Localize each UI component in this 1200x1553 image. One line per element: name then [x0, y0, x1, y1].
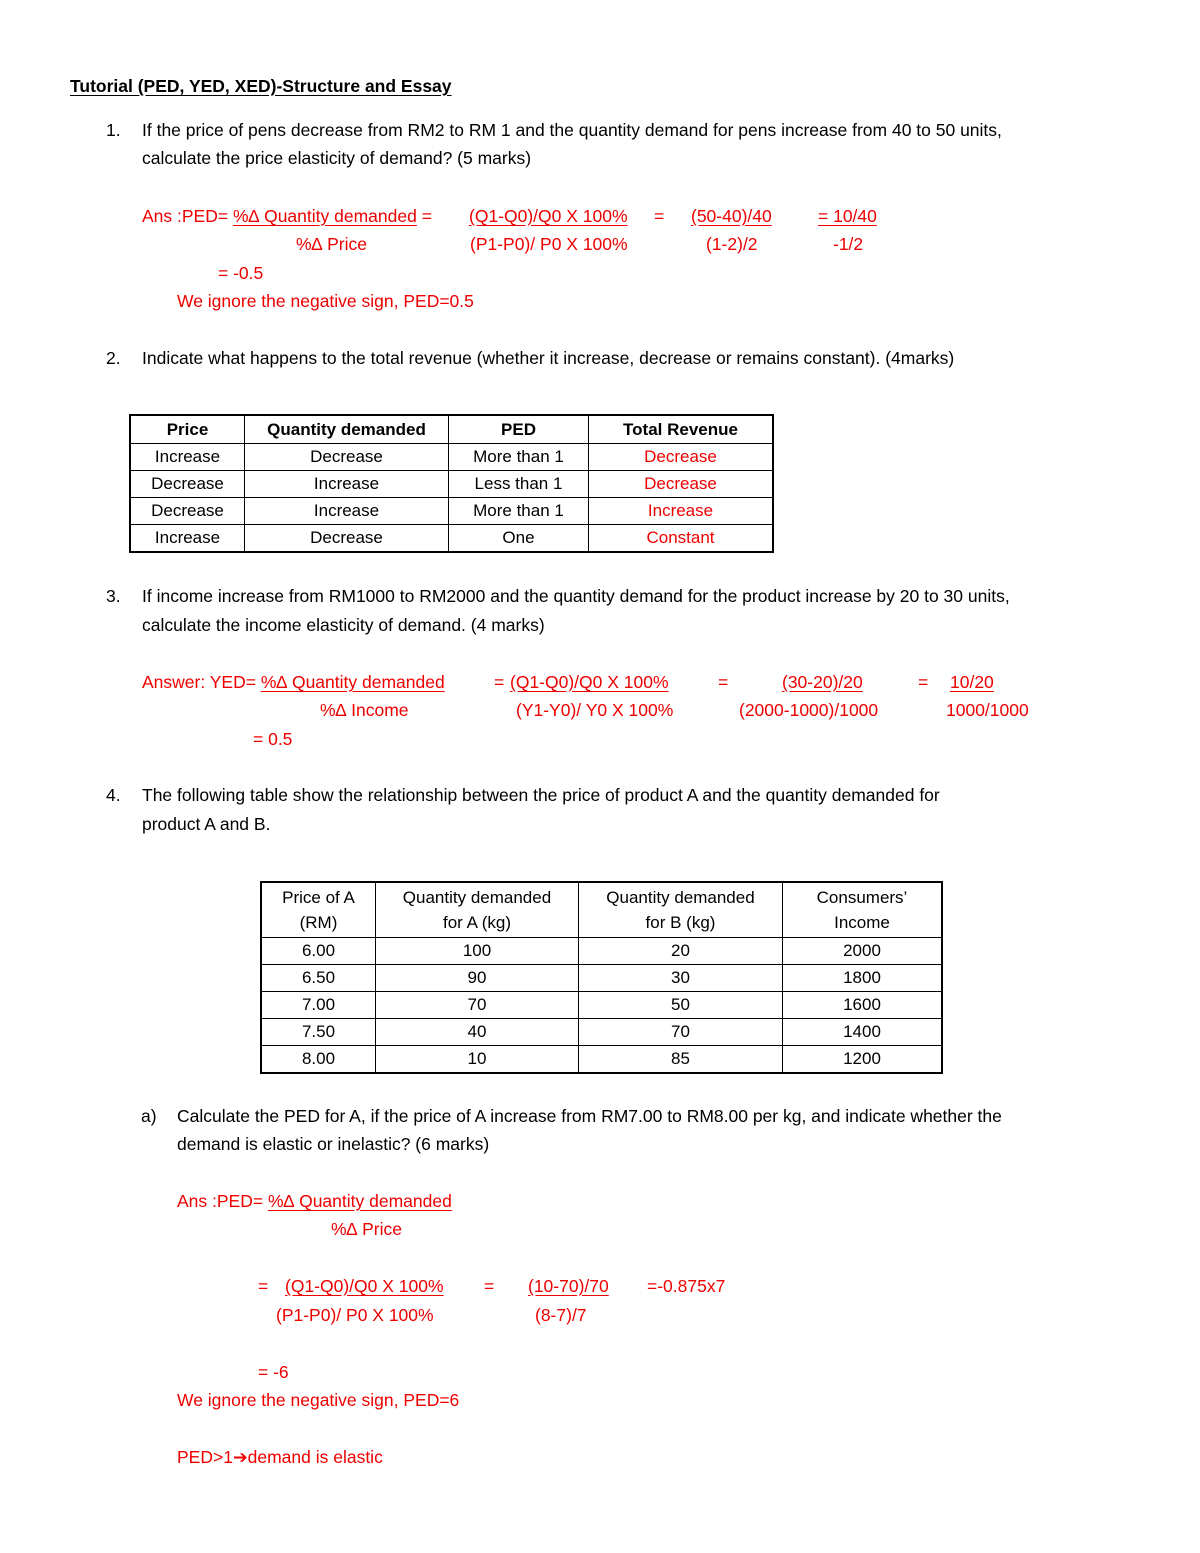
q4a-ans-numerator: %∆ Quantity demanded [267, 1191, 452, 1211]
q3-number: 3. [106, 586, 121, 606]
q1-number: 1. [106, 120, 121, 140]
q3-f2-denominator: (2000-1000)/1000 [739, 700, 879, 720]
table-cell: 10 [376, 1046, 579, 1074]
table-header-cell: Quantity demanded [245, 415, 449, 444]
table-cell: Decrease [245, 444, 449, 471]
q1-f3-denominator: -1/2 [833, 234, 864, 254]
q1-ans-denominator: %∆ Price [296, 234, 367, 254]
q4a-label: a) [141, 1106, 157, 1126]
q4a-f2-numerator: (10-70)/70 [528, 1276, 609, 1296]
table-cell: Increase [245, 471, 449, 498]
q4-text-line1: The following table show the relationship between the price of product A and the quantity demanded for [142, 785, 940, 805]
table-cell: 7.00 [261, 992, 376, 1019]
table-row [130, 525, 773, 553]
table-cell: More than 1 [449, 444, 589, 471]
table-row [261, 965, 942, 992]
q4a-eq2: = [484, 1276, 495, 1296]
q4a-f1-denominator: (P1-P0)/ P0 X 100% [276, 1305, 434, 1325]
table-row [130, 471, 773, 498]
table-header-cell: Consumers’ Income [783, 882, 943, 938]
table-cell: 90 [376, 965, 579, 992]
q1-text-line2: calculate the price elasticity of demand? (5 marks) [142, 148, 532, 168]
table-header-cell: PED [449, 415, 589, 444]
q1-text-line1: If the price of pens decrease from RM2 to RM 1 and the quantity demand for pens increase from 40 to 50 units, [142, 120, 1002, 140]
q3-eq2: = [718, 672, 729, 692]
table-cell: Decrease [130, 471, 245, 498]
q4a-note: We ignore the negative sign, PED=6 [177, 1390, 460, 1410]
table-cell: One [449, 525, 589, 553]
q1-ans-label: Ans :PED= %∆ Quantity demanded = [142, 206, 432, 226]
table-cell: 1600 [783, 992, 943, 1019]
table-cell: Increase [130, 525, 245, 553]
q3-eq3: = [918, 672, 929, 692]
table-row [261, 992, 942, 1019]
table-header-cell: Price [130, 415, 245, 444]
table-header-row [130, 415, 773, 444]
table-header-cell: Total Revenue [589, 415, 774, 444]
table-cell: 70 [579, 1019, 783, 1046]
table-cell: Decrease [589, 471, 774, 498]
table-cell: Increase [130, 444, 245, 471]
table-cell: Decrease [245, 525, 449, 553]
table-row [261, 1046, 942, 1074]
table-header-cell: Price of A (RM) [261, 882, 376, 938]
q3-result: = 0.5 [253, 729, 293, 749]
table-cell: Constant [589, 525, 774, 553]
q3-ans-label: Answer: YED= %∆ Quantity demanded [142, 672, 445, 692]
q4a-text-line1: Calculate the PED for A, if the price of A increase from RM7.00 to RM8.00 per kg, and indicate whether the [177, 1106, 1002, 1126]
q3-f2-numerator: (30-20)/20 [782, 672, 863, 692]
q1-note: We ignore the negative sign, PED=0.5 [177, 291, 474, 311]
table-cell: 100 [376, 938, 579, 965]
revenue-table [129, 414, 774, 553]
q4a-ans-label: Ans :PED= %∆ Quantity demanded [177, 1191, 452, 1211]
table-cell: 2000 [783, 938, 943, 965]
q3-f3-numerator: 10/20 [950, 672, 994, 692]
table-cell: Decrease [589, 444, 774, 471]
q4a-ans-denominator: %∆ Price [331, 1219, 402, 1239]
q1-result: = -0.5 [218, 263, 264, 283]
q3-text-line1: If income increase from RM1000 to RM2000 and the quantity demand for the product increase by 20 to 30 units, [142, 586, 1010, 606]
q1-ans-numerator: %∆ Quantity demanded [232, 206, 417, 226]
q1-f1-denominator: (P1-P0)/ P0 X 100% [470, 234, 628, 254]
q4a-result: = -6 [258, 1362, 289, 1382]
q3-f3-denominator: 1000/1000 [946, 700, 1029, 720]
table-cell: 50 [579, 992, 783, 1019]
table-row [130, 498, 773, 525]
q3-ans-numerator: %∆ Quantity demanded [260, 672, 445, 692]
table-row [261, 1019, 942, 1046]
table-row [261, 938, 942, 965]
q4a-f3: =-0.875x7 [647, 1276, 726, 1296]
table-cell: 1200 [783, 1046, 943, 1074]
table-cell: 8.00 [261, 1046, 376, 1074]
q2-number: 2. [106, 348, 121, 368]
table-cell: 85 [579, 1046, 783, 1074]
table-cell: 6.50 [261, 965, 376, 992]
table-cell: Increase [245, 498, 449, 525]
q4a-f1-numerator: (Q1-Q0)/Q0 X 100% [285, 1276, 444, 1296]
q1-eq2: = [654, 206, 665, 226]
q2-text: Indicate what happens to the total revenue (whether it increase, decrease or remains constant). (4marks) [142, 348, 955, 368]
q4-text-line2: product A and B. [142, 814, 271, 834]
table-cell: 40 [376, 1019, 579, 1046]
table-cell: Decrease [130, 498, 245, 525]
q4a-conclusion: PED>1➔demand is elastic [177, 1447, 383, 1467]
q1-f3-numerator: = 10/40 [818, 206, 877, 226]
table-cell: 30 [579, 965, 783, 992]
q4a-text-line2: demand is elastic or inelastic? (6 marks) [177, 1134, 490, 1154]
table-cell: 20 [579, 938, 783, 965]
q4a-f2-denominator: (8-7)/7 [535, 1305, 587, 1325]
table-header-cell: Quantity demanded for A (kg) [376, 882, 579, 938]
q1-f2-numerator: (50-40)/40 [691, 206, 772, 226]
table-cell: 1400 [783, 1019, 943, 1046]
q3-f1-denominator: (Y1-Y0)/ Y0 X 100% [516, 700, 674, 720]
page-title: Tutorial (PED, YED, XED)-Structure and Essay [70, 76, 452, 96]
table-header-row [261, 882, 942, 938]
table-cell: Increase [589, 498, 774, 525]
table-cell: 7.50 [261, 1019, 376, 1046]
table-cell: More than 1 [449, 498, 589, 525]
table-cell: 70 [376, 992, 579, 1019]
product-demand-table [260, 881, 943, 1074]
table-row [130, 444, 773, 471]
q3-eq1: = [494, 672, 505, 692]
table-cell: 1800 [783, 965, 943, 992]
q3-f1-numerator: (Q1-Q0)/Q0 X 100% [510, 672, 669, 692]
q1-f2-denominator: (1-2)/2 [706, 234, 758, 254]
q1-f1-numerator: (Q1-Q0)/Q0 X 100% [469, 206, 628, 226]
table-cell: Less than 1 [449, 471, 589, 498]
right-arrow-icon: ➔ [232, 1447, 248, 1467]
q3-ans-denominator: %∆ Income [320, 700, 409, 720]
table-header-cell: Quantity demanded for B (kg) [579, 882, 783, 938]
q4-number: 4. [106, 785, 121, 805]
table-cell: 6.00 [261, 938, 376, 965]
q3-text-line2: calculate the income elasticity of demand. (4 marks) [142, 615, 545, 635]
q4a-eq1: = [258, 1276, 269, 1296]
